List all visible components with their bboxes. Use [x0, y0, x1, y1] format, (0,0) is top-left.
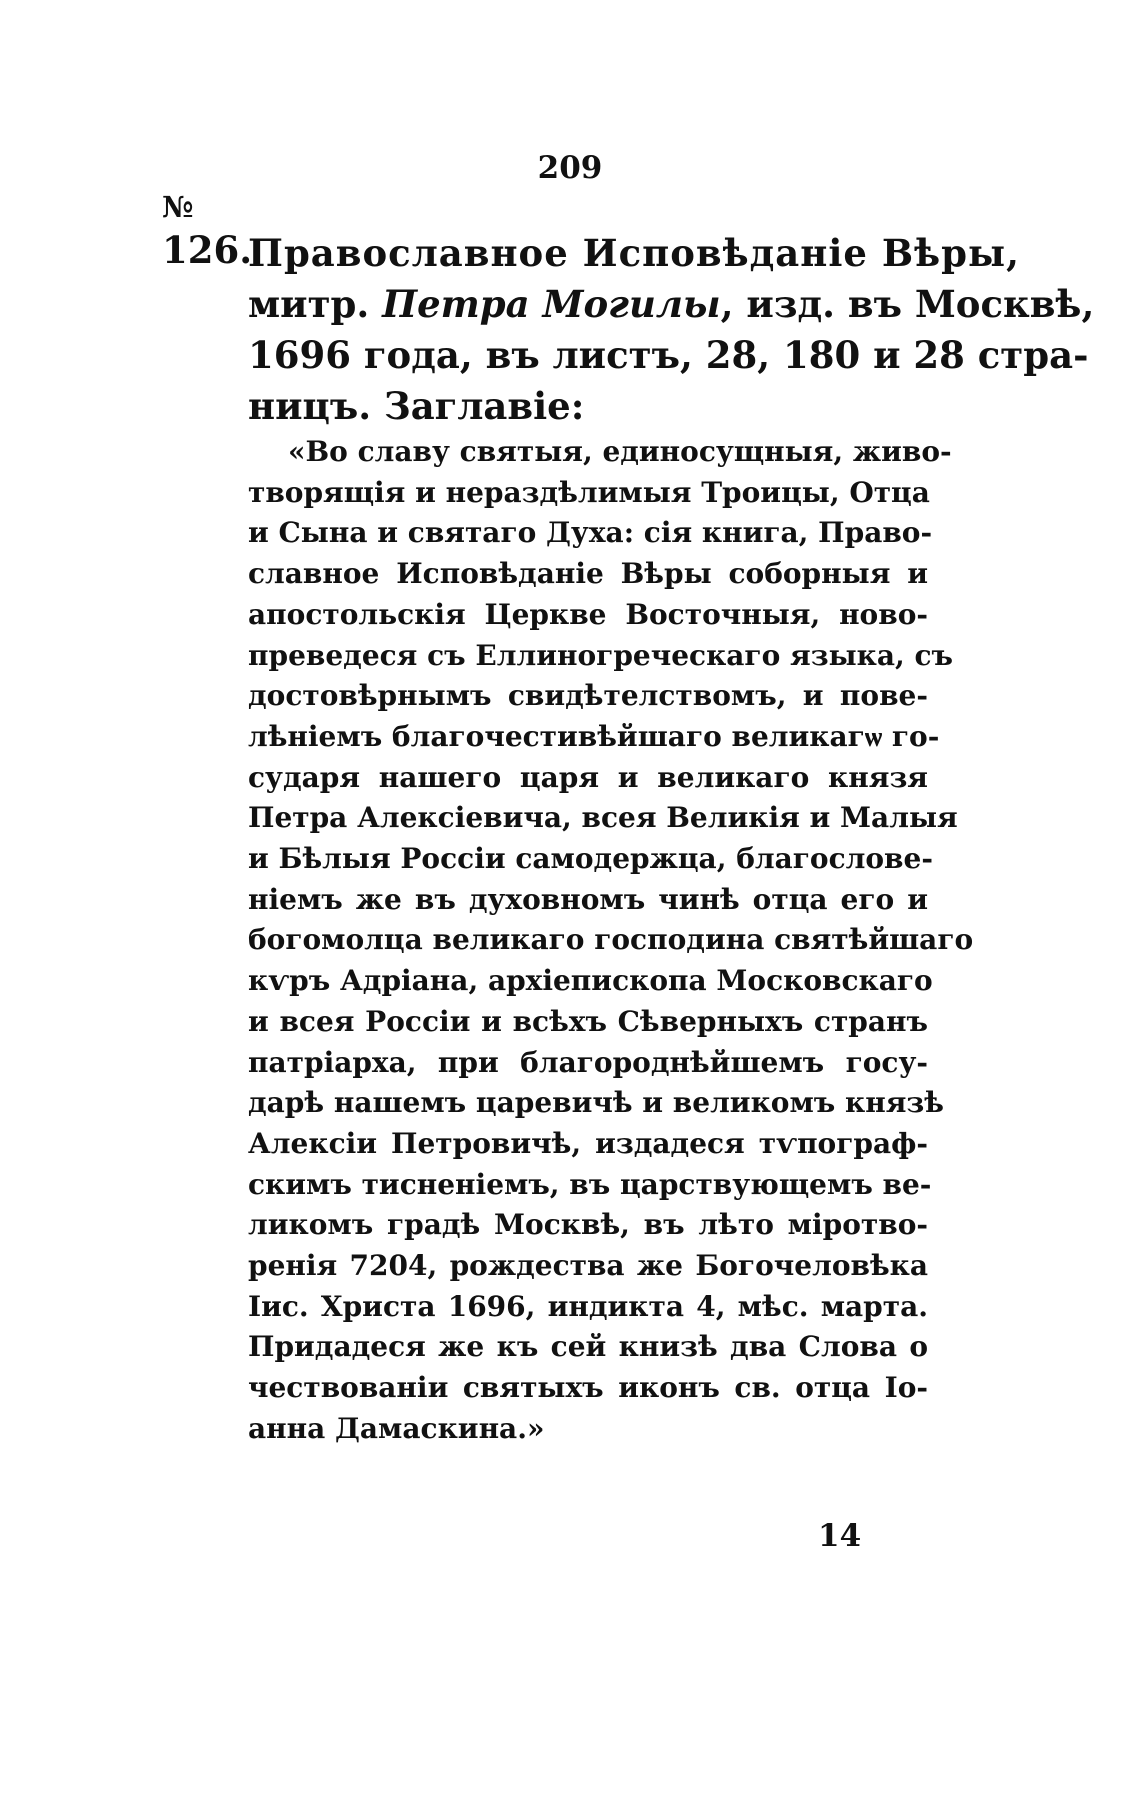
quote-line: Алексіи Петровичѣ, издадеся тѵпограф- [248, 1126, 928, 1160]
quote-line: ніемъ же въ духовномъ чинѣ отца его и [248, 882, 928, 916]
page-number: 209 [537, 150, 603, 186]
quote-line: ренія 7204, рождества же Богочеловѣка [248, 1249, 928, 1283]
quote-line: скимъ тисненіемъ, въ царствующемъ ве- [248, 1167, 932, 1201]
quote-line: сударя нашего царя и великаго князя [248, 760, 928, 794]
quote-line: достовѣрнымъ свидѣтелствомъ, и пове- [248, 679, 928, 713]
quote-line: творящія и нераздѣлимыя Троицы, Отца [248, 475, 930, 509]
heading-title-label-line: ницъ. Заглавіе: [248, 384, 585, 428]
heading-title-line: Православное Исповѣданіе Вѣры, [248, 231, 1020, 275]
quote-line: славное Исповѣданіе Вѣры соборныя и [248, 557, 928, 591]
quote-line: «Во славу святыя, единосущныя, живо- [288, 435, 952, 468]
quote-line: апостольскія Церкве Восточныя, ново- [248, 597, 928, 631]
quote-line: Іис. Христа 1696, индикта 4, мѣс. марта. [248, 1289, 928, 1323]
quote-line: и Бѣлыя Россіи самодержца, благослове- [248, 842, 933, 876]
quote-line: чествованіи святыхъ иконъ св. отца Іо- [248, 1371, 928, 1405]
quote-line: ликомъ градѣ Москвѣ, въ лѣто міротво- [248, 1208, 928, 1242]
quote-line: преведеся съ Еллиногреческаго языка, съ [248, 638, 954, 672]
quote-line: богомолца великаго господина святѣйшаго [248, 923, 974, 957]
entry-heading [248, 228, 1095, 432]
title-quotation [248, 432, 974, 1450]
quote-line: патріарха, при благороднѣйшемъ госу- [248, 1045, 928, 1079]
heading-author-name: Петра Могилы [382, 282, 721, 326]
quote-line: лѣніемъ благочестивѣйшаго великагѡ го- [248, 719, 940, 753]
quote-line: Петра Алексіевича, всея Великія и Малыя [248, 801, 958, 835]
heading-author-line [248, 279, 1095, 330]
heading-imprint-line: 1696 года, въ листъ, 28, 180 и 28 стра- [248, 333, 1089, 377]
entry-number: 126. [162, 228, 253, 272]
quote-line: Придадеся же къ сей книзѣ два Слова о [248, 1330, 928, 1364]
numero-sign: № [162, 190, 194, 224]
quote-line: и Сына и святаго Духа: сія книга, Право- [248, 516, 933, 550]
quote-line: дарѣ нашемъ царевичѣ и великомъ князѣ [248, 1086, 944, 1120]
signature-mark: 14 [818, 1518, 862, 1554]
quote-line: анна Дамаскина.» [248, 1411, 545, 1445]
heading-author-prefix: митр. [248, 282, 370, 326]
quote-line: и всея Россіи и всѣхъ Сѣверныхъ странъ [248, 1004, 928, 1038]
quote-line: кѵръ Адріана, архіепископа Московскаго [248, 964, 933, 998]
heading-place: , изд. въ Москвѣ, [720, 282, 1095, 326]
